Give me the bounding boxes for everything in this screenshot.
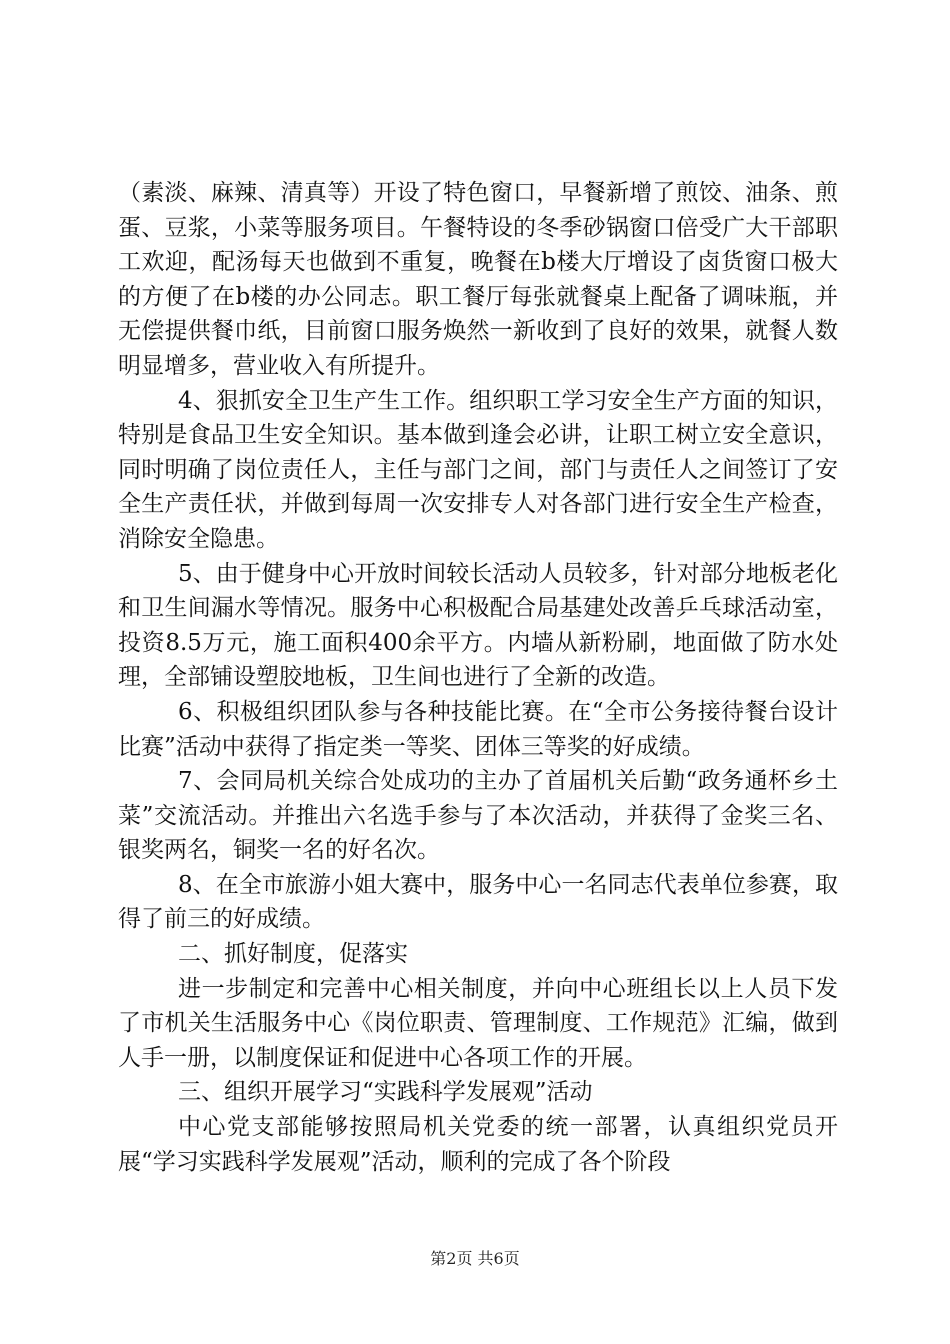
- paragraph-item-7: 7、会同局机关综合处成功的主办了首届机关后勤“政务通杯乡土菜”交流活动。并推出六名选手参与了本次活动，并获得了金奖三名、银奖两名，铜奖一名的好名次。: [118, 768, 838, 864]
- paragraph-item-5: 5、由于健身中心开放时间较长活动人员较多，针对部分地板老化和卫生间漏水等情况。服务中心积极配合局基建处改善乒乓球活动室，投资8.5万元，施工面积400余平方。内墙从新粉刷，地面做了防水处理，全部铺设塑胶地板，卫生间也进行了全新的改造。: [118, 560, 838, 691]
- page-number-footer: 第2页 共6页: [430, 1249, 520, 1268]
- paragraph-item-6: 6、积极组织团队参与各种技能比赛。在“全市公务接待餐台设计比赛”活动中获得了指定类一等奖、团体三等奖的好成绩。: [118, 698, 838, 760]
- section-heading-2: 二、抓好制度，促落实: [178, 941, 408, 968]
- paragraph-section-2: 进一步制定和完善中心相关制度，并向中心班组长以上人员下发了市机关生活服务中心《岗位职责、管理制度、工作规范》汇编，做到人手一册，以制度保证和促进中心各项工作的开展。: [118, 975, 838, 1071]
- paragraph-section-3: 中心党支部能够按照局机关党委的统一部署，认真组织党员开展“学习实践科学发展观”活动，顺利的完成了各个阶段: [118, 1114, 838, 1175]
- paragraph-item-8: 8、在全市旅游小姐大赛中，服务中心一名同志代表单位参赛，取得了前三的好成绩。: [118, 871, 838, 933]
- paragraph-continuation: （素淡、麻辣、清真等）开设了特色窗口，早餐新增了煎饺、油条、煎蛋、豆浆，小菜等服务项目。午餐特设的冬季砂锅窗口倍受广大干部职工欢迎，配汤每天也做到不重复，晚餐在b楼大厅增设了卤货窗口极大的方便了在b楼的办公同志。职工餐厅每张就餐桌上配备了调味瓶，并无偿提供餐巾纸，目前窗口服务焕然一新收到了良好的效果，就餐人数明显增多，营业收入有所提升。: [118, 180, 838, 379]
- section-heading-3: 三、组织开展学习“实践科学发展观”活动: [178, 1079, 593, 1106]
- document-body: [118, 176, 838, 1179]
- paragraph-item-4: 4、狠抓安全卫生产生工作。组织职工学习安全生产方面的知识，特别是食品卫生安全知识。基本做到逢会必讲，让职工树立安全意识，同时明确了岗位责任人，主任与部门之间，部门与责任人之间签订了安全生产责任状，并做到每周一次安排专人对各部门进行安全生产检查，消除安全隐患。: [118, 387, 838, 552]
